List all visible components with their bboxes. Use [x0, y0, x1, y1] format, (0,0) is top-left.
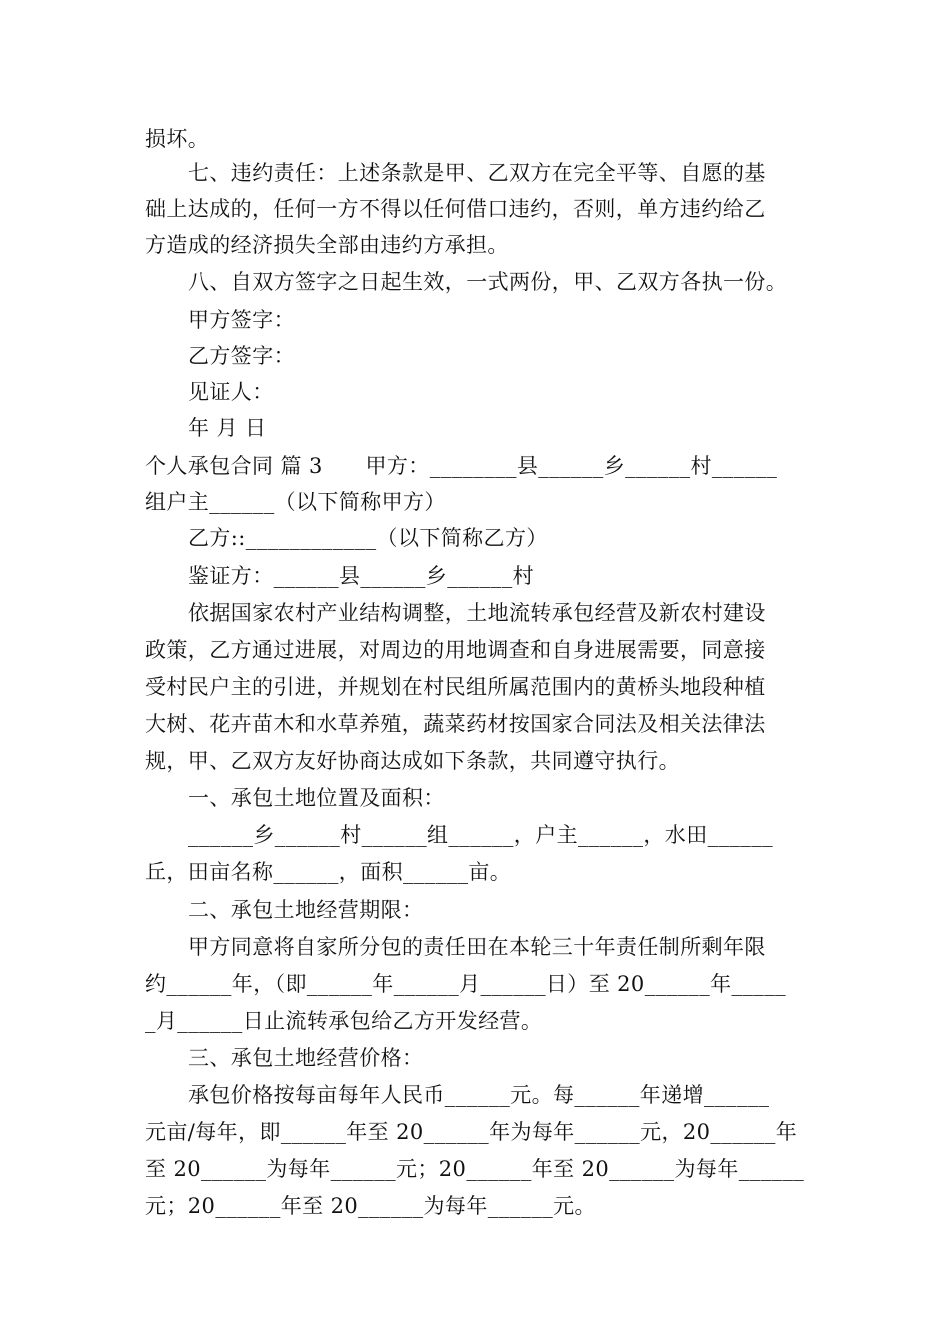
text-line: 组户主______（以下简称甲方）: [145, 490, 446, 514]
signature-party-b: 乙方签字：: [188, 344, 295, 368]
text-line: 元；20______年至 20______为每年______元。: [145, 1194, 596, 1218]
text-line: 础上达成的，任何一方不得以任何借口违约，否则，单方违约给乙: [145, 197, 766, 221]
signature-party-a: 甲方签字：: [188, 308, 295, 332]
text-line: 受村民户主的引进，并规划在村民组所属范围内的黄桥头地段种植: [145, 675, 766, 699]
text-line: 依据国家农村产业结构调整，土地流转承包经营及新农村建设: [188, 601, 766, 625]
text-line: 承包价格按每亩每年人民币______元。每______年递增______: [188, 1083, 770, 1107]
text-line: 至 20______为每年______元；20______年至 20______为每年______: [145, 1157, 805, 1181]
text-line: _月______日止流转承包给乙方开发经营。: [145, 1009, 543, 1033]
text-line: 损坏。: [145, 127, 210, 151]
text-line: ______乡______村______组______，户主______，水田______: [188, 823, 773, 847]
clause-heading: 一、承包土地位置及面积：: [188, 786, 445, 810]
text-line: 丘，田亩名称______，面积______亩。: [145, 860, 512, 884]
section-heading: 个人承包合同 篇 3 甲方：________县______乡______村______: [145, 454, 778, 478]
date-line: 年 月 日: [188, 416, 267, 440]
text-line: 规，甲、乙双方友好协商达成如下条款，共同遵守执行。: [145, 749, 680, 773]
text-line: 甲方同意将自家所分包的责任田在本轮三十年责任制所剩年限: [188, 935, 766, 959]
text-line: 政策，乙方通过进展，对周边的用地调查和自身进展需要，同意接: [145, 638, 766, 662]
text-line: 元亩/每年，即______年至 20______年为每年______元，20______年: [145, 1120, 798, 1144]
witness-line: 见证人：: [188, 380, 274, 404]
text-line: 乙方::____________（以下简称乙方）: [188, 526, 548, 550]
text-line: 鉴证方：______县______乡______村: [188, 564, 534, 588]
clause-heading: 二、承包土地经营期限：: [188, 898, 424, 922]
text-line: 八、自双方签字之日起生效，一式两份，甲、乙双方各执一份。: [188, 270, 788, 294]
text-line: 七、违约责任：上述条款是甲、乙双方在完全平等、自愿的基: [188, 161, 766, 185]
clause-heading: 三、承包土地经营价格：: [188, 1046, 424, 1070]
text-line: 约______年，（即______年______月______日）至 20______年_____: [145, 972, 786, 996]
text-line: 方造成的经济损失全部由违约方承担。: [145, 233, 509, 257]
text-line: 大树、花卉苗木和水草养殖，蔬菜药材按国家合同法及相关法律法: [145, 712, 766, 736]
